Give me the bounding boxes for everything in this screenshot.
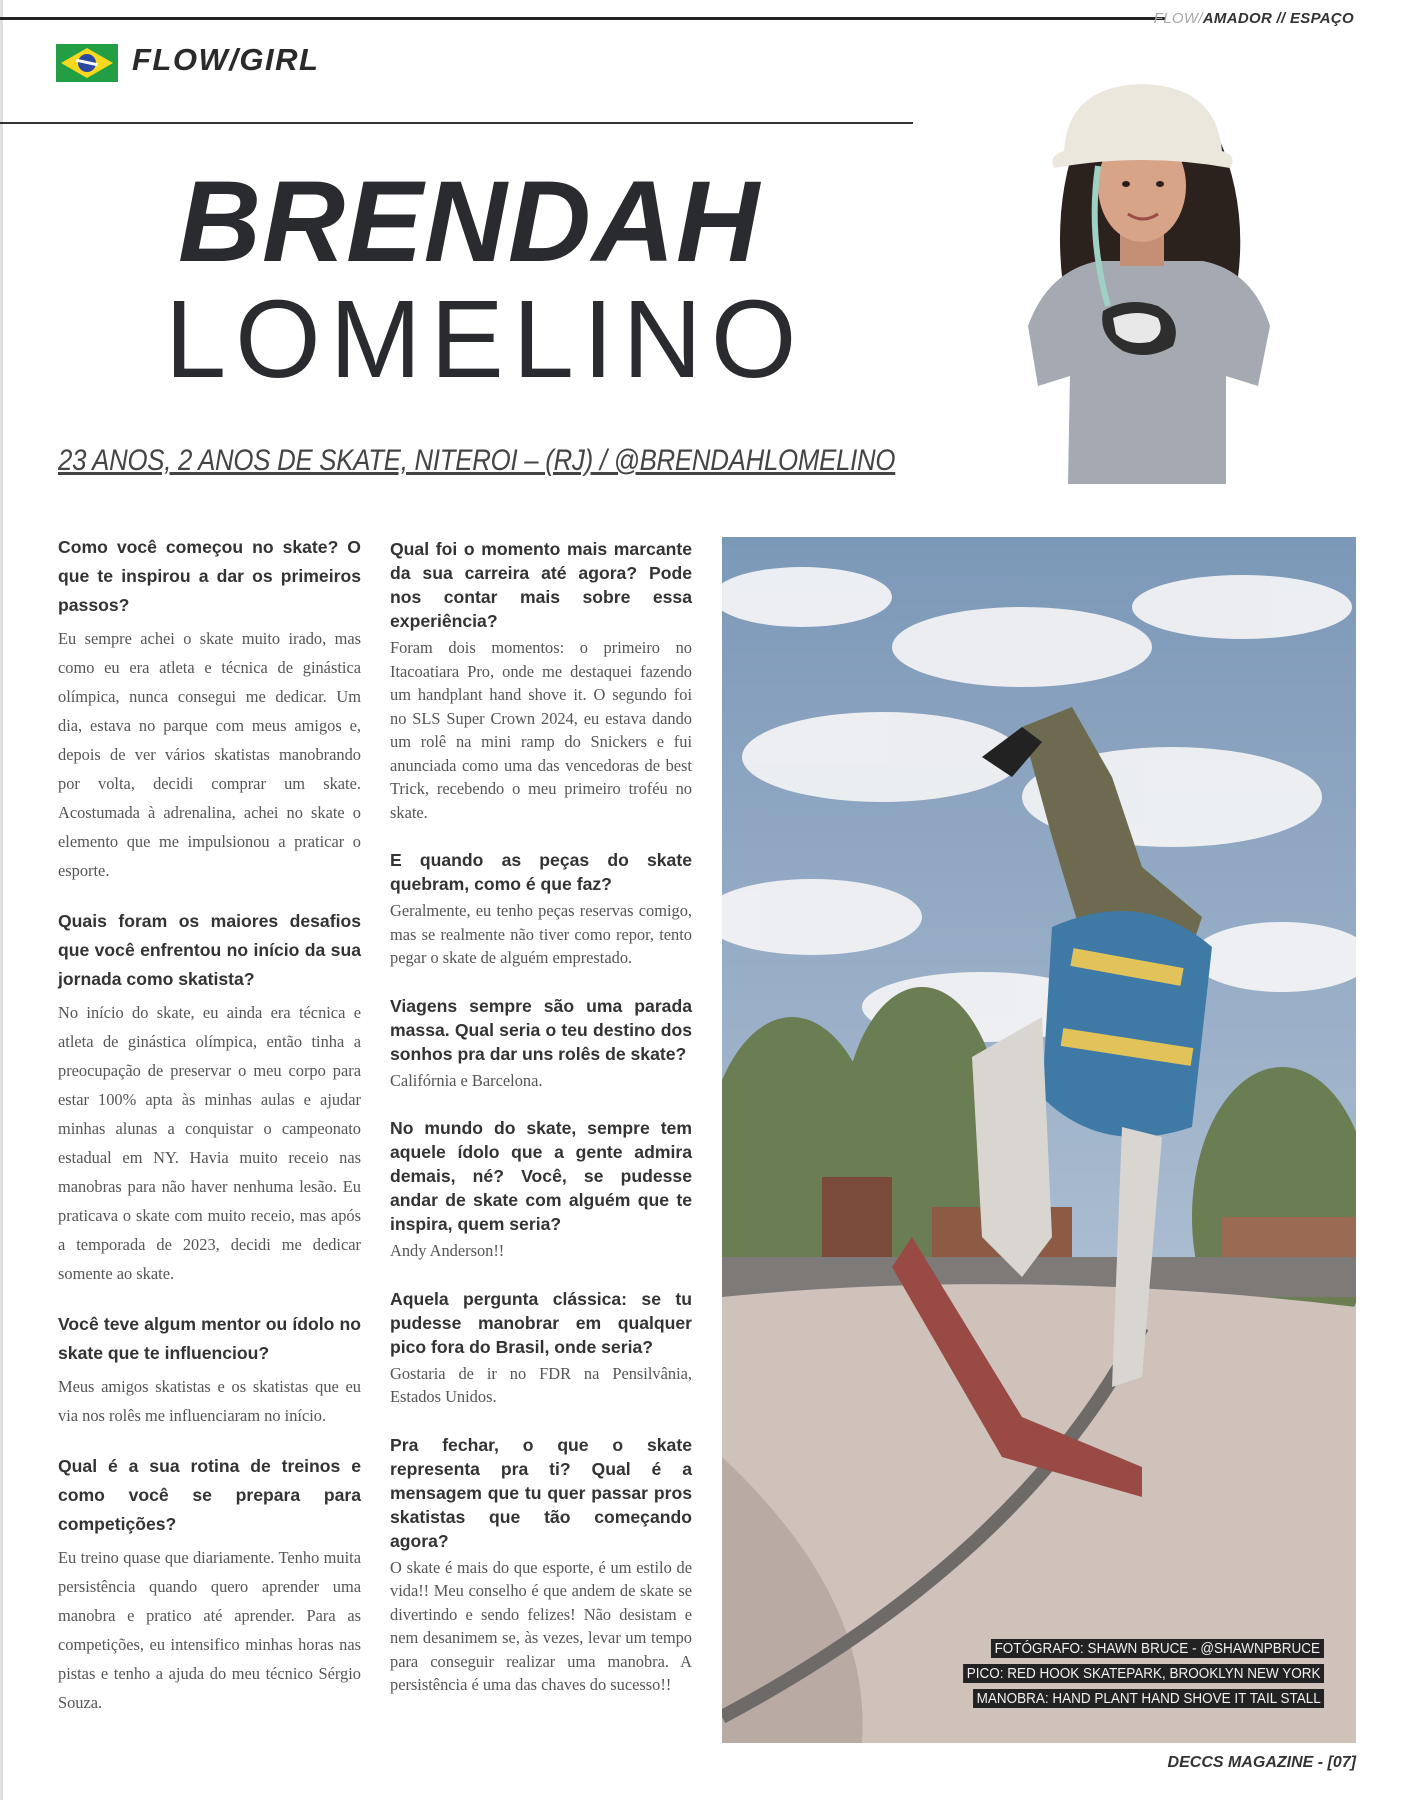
interview-column-1 [58,533,361,1739]
kicker-rule [0,122,913,124]
brazil-flag-icon [56,44,118,82]
question: No mundo do skate, sempre tem aquele ídolo que a gente admira demais, né? Você, se pudesse andar de skate com alguém que te inspira, quem seria? [390,1118,692,1234]
action-photo [722,537,1356,1743]
question: Como você começou no skate? O que te inspirou a dar os primeiros passos? [58,537,361,615]
answer: Gostaria de ir no FDR na Pensilvânia, Estados Unidos. [390,1363,692,1406]
question: E quando as peças do skate quebram, como é que faz? [390,850,692,894]
section-label-main: AMADOR // ESPAÇO [1202,10,1354,27]
answer: No início do skate, eu ainda era técnica e atleta de ginástica olímpica, então tinha a preocupação de preservar o meu corpo para estar 100% apta às minhas aulas e ajudar minhas alunas a conquistar o campeonato estadual em NY. Havia muito receio nas manobras para não haver nenhuma lesão. Eu praticava o skate com muito receio, mas após a temporada de 2023, decidi me dedicar somente ao skate. [58,1003,361,1283]
answer: Califórnia e Barcelona. [390,1070,543,1090]
question: Viagens sempre são uma parada massa. Qual seria o teu destino dos sonhos pra dar uns rolês de skate? [390,995,692,1064]
answer: Eu sempre achei o skate muito irado, mas como eu era atleta e técnica de ginástica olímpica, nunca consegui me dedicar. Um dia, estava no parque com meus amigos e, depois de ver vários skatistas manobrando por volta, decidi comprar um skate. Acostumada à adrenalina, achei no skate o elemento que me impulsionou a praticar o esporte. [58,629,361,880]
photo-credits [923,1633,1324,1708]
section-label [1154,10,1354,27]
answer: Foram dois momentos: o primeiro no Itacoatiara Pro, onde me destaquei fazendo um handplant hand shove it. O segundo foi no SLS Super Crown 2024, eu estava dando um rolê na mini ramp do Snickers e fui anunciada como uma das vencedoras de best Trick, recebendo o meu primeiro troféu no skate. [390,638,692,822]
answer: Meus amigos skatistas e os skatistas que eu via nos rolês me influenciaram no início. [58,1377,361,1425]
top-rule [0,17,1165,20]
answer: Eu treino quase que diariamente. Tenho muita persistência quando quero aprender uma manobra e pratico até aprender. Para as competições, eu intensifico minhas horas nas pistas e tenho a ajuda do meu técnico Sérgio Souza. [58,1548,361,1712]
credit-photographer: FOTÓGRAFO: SHAWN BRUCE - @SHAWNPBRUCE [991,1639,1324,1658]
question: Aquela pergunta clássica: se tu pudesse manobrar em qualquer pico fora do Brasil, onde seria? [390,1288,692,1357]
page-footer: DECCS MAGAZINE - [07] [1167,1754,1356,1771]
title-last-name: LOMELINO [165,278,806,401]
question: Você teve algum mentor ou ídolo no skate que te influenciou? [58,1314,361,1363]
interview-column-2 [390,537,692,1721]
question: Qual foi o momento mais marcante da sua carreira até agora? Pode nos contar mais sobre essa experiência? [390,539,692,631]
credit-spot: PICO: RED HOOK SKATEPARK, BROOKLYN NEW YORK [963,1664,1324,1683]
section-label-muted: FLOW/ [1153,10,1203,27]
credit-trick: MANOBRA: HAND PLANT HAND SHOVE IT TAIL STALL [973,1689,1324,1708]
section-kicker: FLOW/GIRL [132,42,320,77]
portrait-photo [1008,56,1292,484]
page-edge [0,0,3,1800]
question: Pra fechar, o que o skate representa pra ti? Qual é a mensagem que tu quer passar pros skatistas que tão começando agora? [390,1434,692,1551]
answer: Geralmente, eu tenho peças reservas comigo, mas se realmente não tiver como repor, tento pegar o skate de alguém emprestado. [390,901,692,967]
subtitle: 23 ANOS, 2 ANOS DE SKATE, NITEROI – (RJ) / @BRENDAHLOMELINO [58,444,896,477]
title-first-name: BRENDAH [178,158,760,286]
question: Quais foram os maiores desafios que você enfrentou no início da sua jornada como skatista? [58,911,361,989]
answer: Andy Anderson!! [390,1241,505,1260]
question: Qual é a sua rotina de treinos e como você se prepara para competições? [58,1456,361,1534]
answer: O skate é mais do que esporte, é um estilo de vida!! Meu conselho é que andem de skate se divertindo e sendo felizes! Não desistam e nem desanimem se, às vezes, levar um tempo para conseguir realizar uma manobra. A persistência é uma das chaves do sucesso!! [390,1557,692,1694]
